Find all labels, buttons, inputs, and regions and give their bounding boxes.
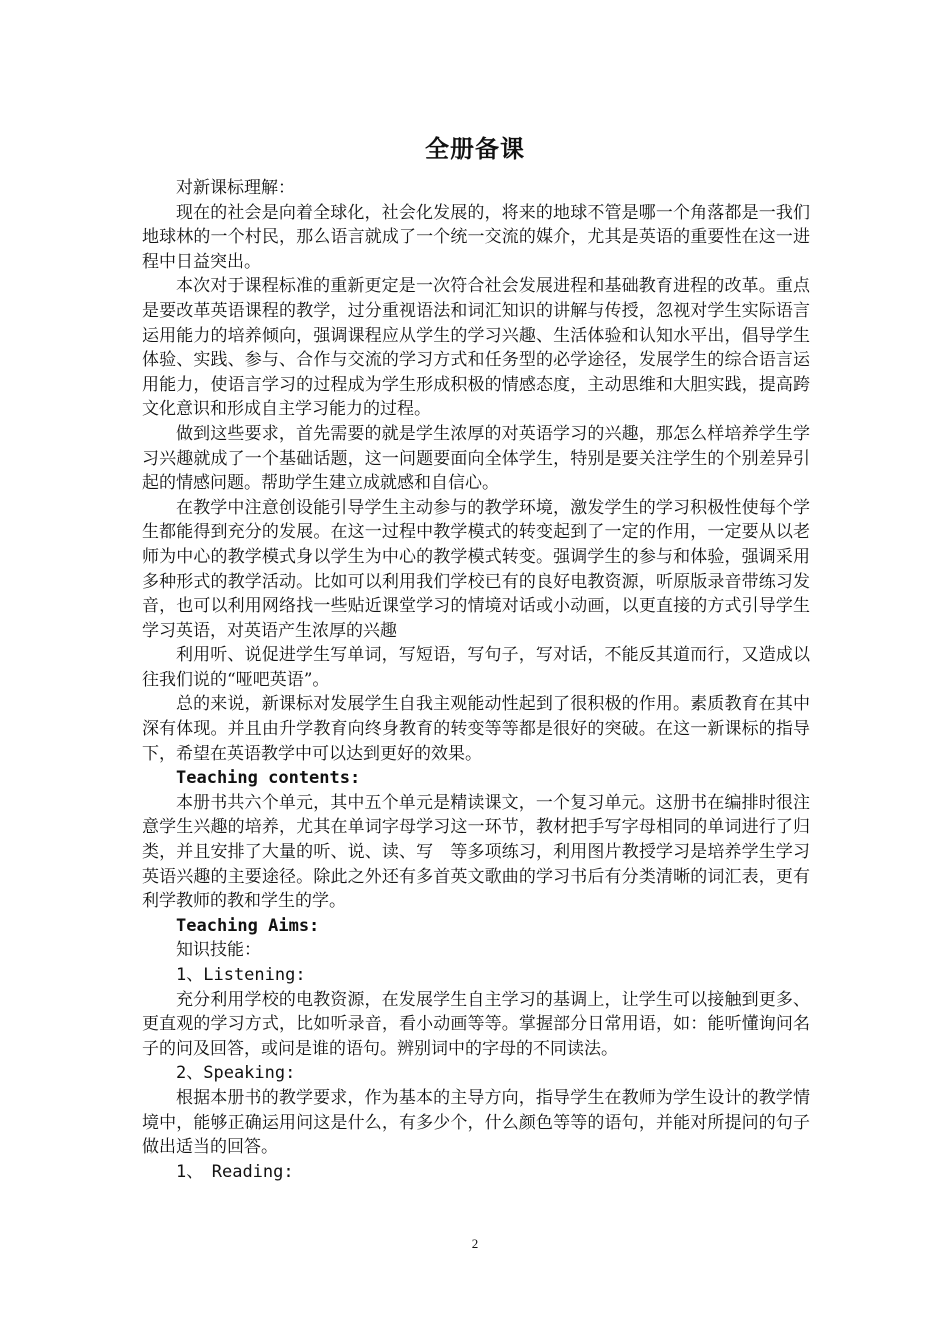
knowledge-skills-label: 知识技能：: [176, 940, 261, 961]
teaching-aims-heading: Teaching Aims:: [176, 915, 320, 936]
paragraph: 总的来说，新课标对发展学生自我主观能动性起到了很积极的作用。素质教育在其中深有体现。并且由升学教育向终身教育的转变等等都是很好的突破。在这一新课标的指导下，希望在英语教学中可以达到更好的效果。: [142, 694, 810, 764]
paragraph: 现在的社会是向着全球化，社会化发展的，将来的地球不管是哪一个角落都是一我们地球林的一个村民，那么语言就成了一个统一交流的媒介，尤其是英语的重要性在这一进程中日益突出。: [142, 202, 810, 272]
paragraph: 利用听、说促进学生写单词，写短语，写句子，写对话，不能反其道而行，又造成以往我们说的“哑吧英语”。: [142, 645, 810, 690]
page-title: 全册备课: [425, 135, 525, 163]
reading-heading: 1、 Reading:: [176, 1161, 294, 1182]
paragraph: 在教学中注意创设能引导学生主动参与的教学环境，激发学生的学习积极性使每个学生都能得到充分的发展。在这一过程中教学模式的转变起到了一定的作用，一定要从以老师为中心的教学模式身以学生为中心的教学模式转变。强调学生的参与和体验，强调采用多种形式的教学活动。比如可以利用我们学校已有的良好电教资源，听原版录音带练习发音，也可以利用网络找一些贴近课堂学习的情境对话或小动画，以更直接的方式引导学生学习英语，对英语产生浓厚的兴趣: [142, 497, 810, 641]
speaking-heading: 2、Speaking:: [176, 1063, 296, 1084]
paragraph: 本次对于课程标准的重新更定是一次符合社会发展进程和基础教育进程的改革。重点是要改革英语课程的教学，过分重视语法和词汇知识的讲解与传授，忽视对学生实际语言运用能力的培养倾向，强调课程应从学生的学习兴趣、生活体验和认知水平出，倡导学生体验、实践、参与、合作与交流的学习方式和任务型的必学途径，发展学生的综合语言运用能力，使语言学习的过程成为学生形成积极的情感态度，主动思维和大胆实践，提高跨文化意识和形成自主学习能力的过程。: [142, 276, 810, 420]
teaching-contents-text: 本册书共六个单元，其中五个单元是精读课文，一个复习单元。这册书在编排时很注意学生兴趣的培养，尤其在单词字母学习这一环节，教材把手写字母相同的单词进行了归类，并且安排了大量的听、说、读、写 等多项练习，利用图片教授学习是培养学生学习英语兴趣的主要途径。除此之外还有多首英文歌曲的学习书后有分类清晰的词汇表，更有利学教师的教和学生的学。: [142, 792, 810, 912]
page-number: 2: [471, 1236, 479, 1251]
teaching-contents-heading: Teaching contents:: [176, 768, 361, 789]
listening-heading: 1、Listening:: [176, 965, 306, 985]
paragraph: 做到这些要求，首先需要的就是学生浓厚的对英语学习的兴趣，那怎么样培养学生学习兴趣就成了一个基础话题，这一问题要面向全体学生，特别是要关注学生的个别差异引起的情感问题。帮助学生建立成就感和自信心。: [142, 423, 810, 494]
document-body: [142, 176, 810, 1184]
section-label-curriculum: 对新课标理解：: [176, 178, 295, 198]
listening-text: 充分利用学校的电教资源，在发展学生自主学习的基调上，让学生可以接触到更多、更直观的学习方式，比如听录音，看小动画等等。掌握部分日常用语，如：能听懂询问名子的问及回答，或问是谁的语句。辨别词中的字母的不同读法。: [142, 989, 810, 1059]
speaking-text: 根据本册书的教学要求，作为基本的主导方向，指导学生在教师为学生设计的教学情境中，能够正确运用问这是什么，有多少个，什么颜色等等的语句，并能对所提问的句子做出适当的回答。: [142, 1087, 810, 1158]
